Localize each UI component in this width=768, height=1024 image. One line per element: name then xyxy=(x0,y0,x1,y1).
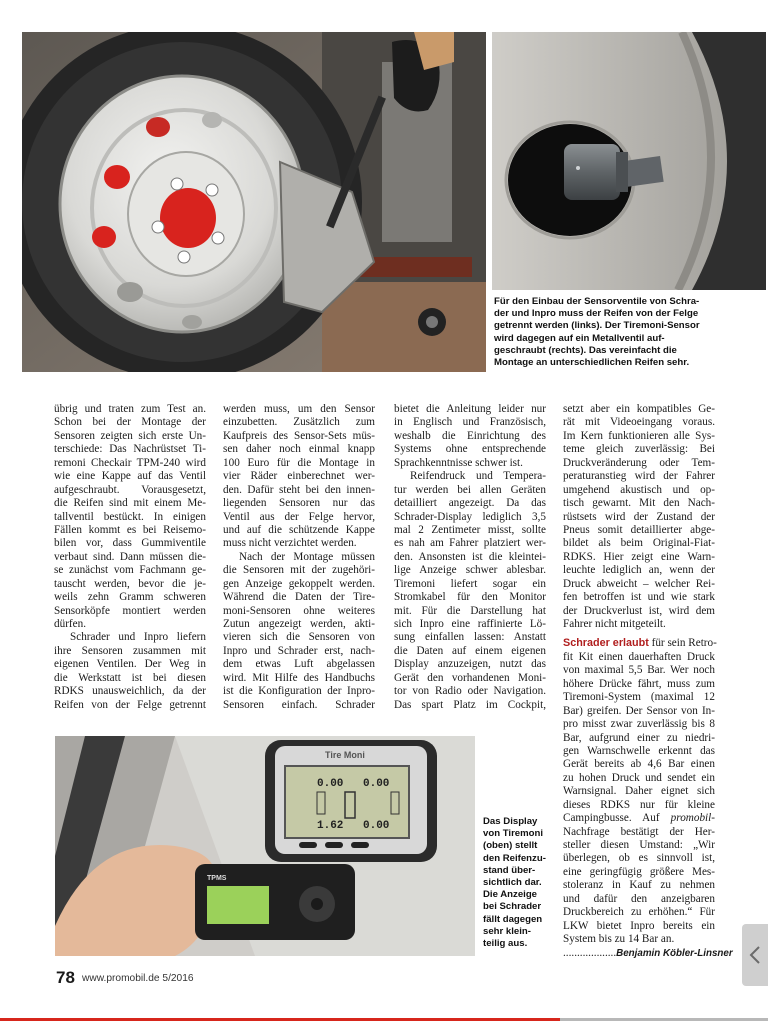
text-line: setzt aber ein kompatibles Ge- xyxy=(563,403,715,415)
text-line: vier Räder einberechnet wer- xyxy=(223,470,375,483)
subheading-runin: Schrader erlaubt xyxy=(563,637,649,650)
page-number: 78 xyxy=(56,968,75,987)
text-line: Zutun angezeigt werden, akti- xyxy=(223,618,375,630)
text-line: tisch gewarnt. Mit den Nach- xyxy=(563,497,715,510)
text-line: dieses RDKS nur für kleine xyxy=(563,798,715,811)
text-line: aufgeschraubt. Vorausgesetzt, xyxy=(54,483,206,496)
text-fragment: - xyxy=(711,812,715,825)
text-line: Pneus somit detaillierter abge- xyxy=(563,523,715,536)
text-line: verbaut sind. Dann müssen die- xyxy=(54,550,206,563)
text-line: wie eine Kappe auf das Ventil xyxy=(54,470,206,483)
text-line: Nach der Montage müssen xyxy=(239,550,375,563)
text-line: leuchte lediglich an, wenn der xyxy=(563,564,715,577)
caption-line: geschraubt (rechts). Das vereinfacht die xyxy=(494,344,677,356)
photo-tpms-displays xyxy=(55,736,475,956)
text-line: Sensoren zeigten sich erste Un- xyxy=(54,429,206,442)
small-display-label: TPMS xyxy=(207,875,227,882)
text-line: dem etwas Luft abgelassen xyxy=(223,658,375,671)
text-line: Inpro und Schrader erst, nach- xyxy=(223,644,375,657)
text-line: Druck abweicht – welcher Rei- xyxy=(563,577,715,590)
caption-line: teilig aus. xyxy=(483,938,528,950)
magazine-name: promobil xyxy=(670,812,712,825)
text-line: von maximal 5,5 Bar. Wer noch xyxy=(563,664,715,677)
text-line: Nachfrage bestätigt der Her- xyxy=(563,825,715,838)
caption-line: Montage an unterschiedlichen Reifen sehr. xyxy=(494,357,690,369)
caption-line: bei Schrader xyxy=(483,901,542,913)
text-line: mit. Für die Darstellung hat xyxy=(394,604,546,617)
caption-line: den Reifenzu- xyxy=(483,852,546,864)
text-line: den. Ansonsten ist die kleintei- xyxy=(394,550,546,563)
text-line: eine geringfügig größere Mes- xyxy=(563,865,715,878)
chevron-left-icon xyxy=(749,945,761,965)
text-line: Sensorköpfe montiert werden xyxy=(54,604,206,617)
text-line: vieren sich die Sensoren von xyxy=(223,631,375,644)
text-line: Im Kern funktionieren alle Sys- xyxy=(563,429,715,442)
text-line: tur werden bei allen Geräten xyxy=(394,483,546,496)
text-line: einzubetten. Zusätzlich zum xyxy=(223,416,375,429)
text-line: Schrader und Inpro liefern xyxy=(70,631,206,644)
text-line: 100 Euro für die Montage in xyxy=(223,456,375,469)
text-line: remoni Checkair TPM-240 wird xyxy=(54,456,206,469)
text-line: Stromkabel für den Monitor xyxy=(394,591,546,604)
text-column-2 xyxy=(223,403,375,712)
photo-caption-side xyxy=(483,816,546,950)
text-line: fit Kit einen dauerhaften Druck xyxy=(563,650,715,663)
text-line: Warnsignal. Daher eignet sich xyxy=(563,785,715,798)
text-line: und dafür den anzeigbaren xyxy=(563,892,715,905)
text-line: zu hohen Druck und sendet ein xyxy=(563,771,715,784)
text-line: gen Anzeige gekoppelt werden. xyxy=(223,577,375,590)
caption-line: Für den Einbau der Sensorventile von Schra- xyxy=(494,296,700,307)
display-value-front-right: 0.00 xyxy=(363,778,390,790)
tire-mounting-illustration xyxy=(22,32,486,372)
caption-line: (oben) stellt xyxy=(483,840,538,852)
text-column-1 xyxy=(54,403,206,712)
text-line: rät mit Videoeingang voraus. xyxy=(563,416,715,429)
text-line: die Werkstatt ist bei diesen xyxy=(54,671,206,684)
caption-line: von Tiremoni xyxy=(483,828,544,840)
text-line: sung einfallen lassen: Anstatt xyxy=(394,631,546,644)
text-line: Druckbereich zu erhöhen.“ Für xyxy=(563,906,715,919)
text-line: bilen vor, dass Gummiventile xyxy=(54,537,206,550)
text-line: muss nicht verzichtet werden. xyxy=(223,537,357,550)
footer-url-issue: www.promobil.de 5/2016 xyxy=(82,973,194,984)
text-line: Reifen von der Felge getrennt xyxy=(54,698,206,711)
signature-dots: ................... xyxy=(563,946,617,959)
text-line: Tiremoni-System (maximal 12 xyxy=(563,691,715,704)
text-line: weshalb die Einrichtung des xyxy=(394,429,546,442)
text-line: Reifendruck und Tempera- xyxy=(410,470,546,483)
text-line: Schon bei der Montage der xyxy=(54,416,206,429)
text-fragment: für sein Retro- xyxy=(648,637,717,650)
text-line: weils zehn Gramm schweren xyxy=(54,591,206,604)
text-line: rüstsets wird der Zustand der xyxy=(563,510,715,523)
text-line: gen Warnschwelle erkennt das xyxy=(563,744,715,757)
text-line: Sensoren einfach. Schrader xyxy=(223,698,375,711)
text-line: se zunächst vom Fachmann ge- xyxy=(54,564,206,577)
text-line: sich Inpro eine raffinierte Lö- xyxy=(394,618,546,630)
text-line: der Druckverlust ist, wird dem xyxy=(563,604,715,617)
text-line: Tiremoni liefert sogar ein xyxy=(394,577,546,590)
text-line: steller diesen Umstand: „Wir xyxy=(563,839,715,851)
text-line: eigenen Ventilen. Der Weg in xyxy=(54,658,206,671)
caption-line: fällt dagegen xyxy=(483,913,543,925)
text-column-4 xyxy=(563,403,733,960)
footer-gray-rule xyxy=(560,1018,768,1021)
caption-line: sichtlich dar. xyxy=(483,877,542,889)
text-line: Sprachkenntnisse schwer ist. xyxy=(394,456,523,469)
text-line: LKW bietet Inpro bereits ein xyxy=(563,919,715,932)
photo-tire-mounting xyxy=(22,32,486,372)
caption-line: getrennt werden (links). Der Tiremoni-Sensor xyxy=(494,320,700,332)
text-line: stoleranz in Kauf zu nehmen xyxy=(563,879,715,892)
text-line: überlegen, ob es sinnvoll ist, xyxy=(563,852,715,865)
text-line: tallventil bestückt. In einigen xyxy=(54,510,206,523)
photo-valve-sensor xyxy=(492,32,766,290)
text-line: die Daten auf einem eigenen xyxy=(394,644,546,657)
text-line: Systems ohne entsprechende xyxy=(394,443,546,456)
text-line: wird. Mit Hilfe des Handbuchs xyxy=(223,671,375,684)
text-line: Fällen kommt es bei Reisemo- xyxy=(54,523,206,536)
text-line: Fahrer nicht mitgeteilt. xyxy=(563,618,666,630)
caption-line: der und Inpro muss der Reifen von der Felge xyxy=(494,308,699,320)
text-line: Gerät den vorhandenen Moni- xyxy=(394,671,546,684)
text-line: Kaufpreis des Sensor-Sets müs- xyxy=(223,429,375,442)
text-line: detailliert angezeigt. Da das xyxy=(394,497,546,510)
author-name: Benjamin Köbler-Linsner xyxy=(616,947,733,959)
display-value-rear-right: 0.00 xyxy=(363,820,390,832)
text-line: RDKS. Hier zeigt eine Warn- xyxy=(563,550,715,563)
text-line: moni-Sensoren ohne weiteres xyxy=(223,604,375,617)
tpms-displays-illustration xyxy=(55,736,475,956)
text-line: Das spart Platz im Cockpit, xyxy=(394,698,546,711)
text-line: Druckveränderung oder Tem- xyxy=(563,456,715,469)
text-line: fen betroffen ist und wie stark xyxy=(563,591,715,604)
display-value-rear-left: 1.62 xyxy=(317,820,344,832)
text-line: die Reifen sind mit einem Me- xyxy=(54,497,206,510)
text-line: Display anzuzeigen, nutzt das xyxy=(394,658,546,671)
text-line: pro misst zwar zuverlässig bis 8 xyxy=(563,718,715,731)
text-line: terschiede: Das Nachrüstset Ti- xyxy=(54,443,206,456)
text-line: RDKS unausweichlich, da der xyxy=(54,685,206,698)
text-line: Gerät bereits ab 4,6 Bar einen xyxy=(563,758,715,771)
text-line: umgehend akustisch und op- xyxy=(563,483,715,496)
text-line: übrig und traten zum Test an. xyxy=(54,403,206,415)
display-value-front-left: 0.00 xyxy=(317,778,344,790)
caption-line: Die Anzeige xyxy=(483,889,538,901)
text-line: in Englisch und Französisch, xyxy=(394,416,546,429)
text-line xyxy=(563,637,715,650)
text-line: den. Dafür steht bei den innen- xyxy=(223,483,375,496)
text-line: bildet als beim Original-Fiat- xyxy=(563,537,715,550)
text-line: ist die Konfiguration der Inpro- xyxy=(223,685,375,698)
text-line: dürfen. xyxy=(54,618,86,630)
text-line: Schrader-Display lediglich 3,5 xyxy=(394,510,546,523)
monitor-brand-text: Tire Moni xyxy=(325,750,365,760)
text-line: Ventil aus der Felge hervor, xyxy=(223,510,375,523)
caption-line: Das Display xyxy=(483,816,538,827)
text-line: und auf die schützende Kappe xyxy=(223,523,375,536)
text-line: liegenden Sensoren nur das xyxy=(223,497,375,510)
text-line: ihre Sensoren zusammen mit xyxy=(54,644,206,657)
photo-caption-top xyxy=(494,296,700,369)
text-column-3 xyxy=(394,403,546,712)
text-line: lige Anzeige schwer ablesbar. xyxy=(394,564,546,577)
caption-line: sehr klein- xyxy=(483,925,531,937)
text-line: teme gleich zuverlässig: Bei xyxy=(563,443,715,456)
text-line: bietet die Anleitung leider nur xyxy=(394,403,546,415)
text-line: höhere Drücke fährt, muss zum xyxy=(563,677,715,690)
author-signature xyxy=(563,946,733,960)
text-line: peraturanstieg wird der Fahrer xyxy=(563,470,715,483)
caption-line: wird dagegen auf ein Metallventil auf- xyxy=(494,332,665,344)
caption-line: stand über- xyxy=(483,864,536,876)
text-line: Bar) greifen. Der Sensor von In- xyxy=(563,704,715,717)
text-line: tauscht werden, bevor die je- xyxy=(54,577,206,590)
text-line: sen daher noch einmal knapp xyxy=(223,443,375,456)
text-line: die Sensoren mit der zugehöri- xyxy=(223,564,375,577)
text-line: mal 2 Zentimeter misst, sollte xyxy=(394,523,546,536)
text-line: tor von Radio oder Navigation. xyxy=(394,685,546,698)
text-line: es nah am Fahrer platziert wer- xyxy=(394,537,546,550)
text-line: Bar, aufgrund einer zu niedri- xyxy=(563,731,715,744)
text-line: System bis zu 14 Bar an. xyxy=(563,933,675,946)
text-line xyxy=(563,812,715,825)
text-line: Während die Daten der Tire- xyxy=(223,591,375,604)
text-line: werden muss, um den Sensor xyxy=(223,403,375,415)
valve-sensor-illustration xyxy=(492,32,766,290)
previous-page-button[interactable] xyxy=(742,924,768,986)
text-fragment: Campingbusse. Auf xyxy=(563,812,660,825)
